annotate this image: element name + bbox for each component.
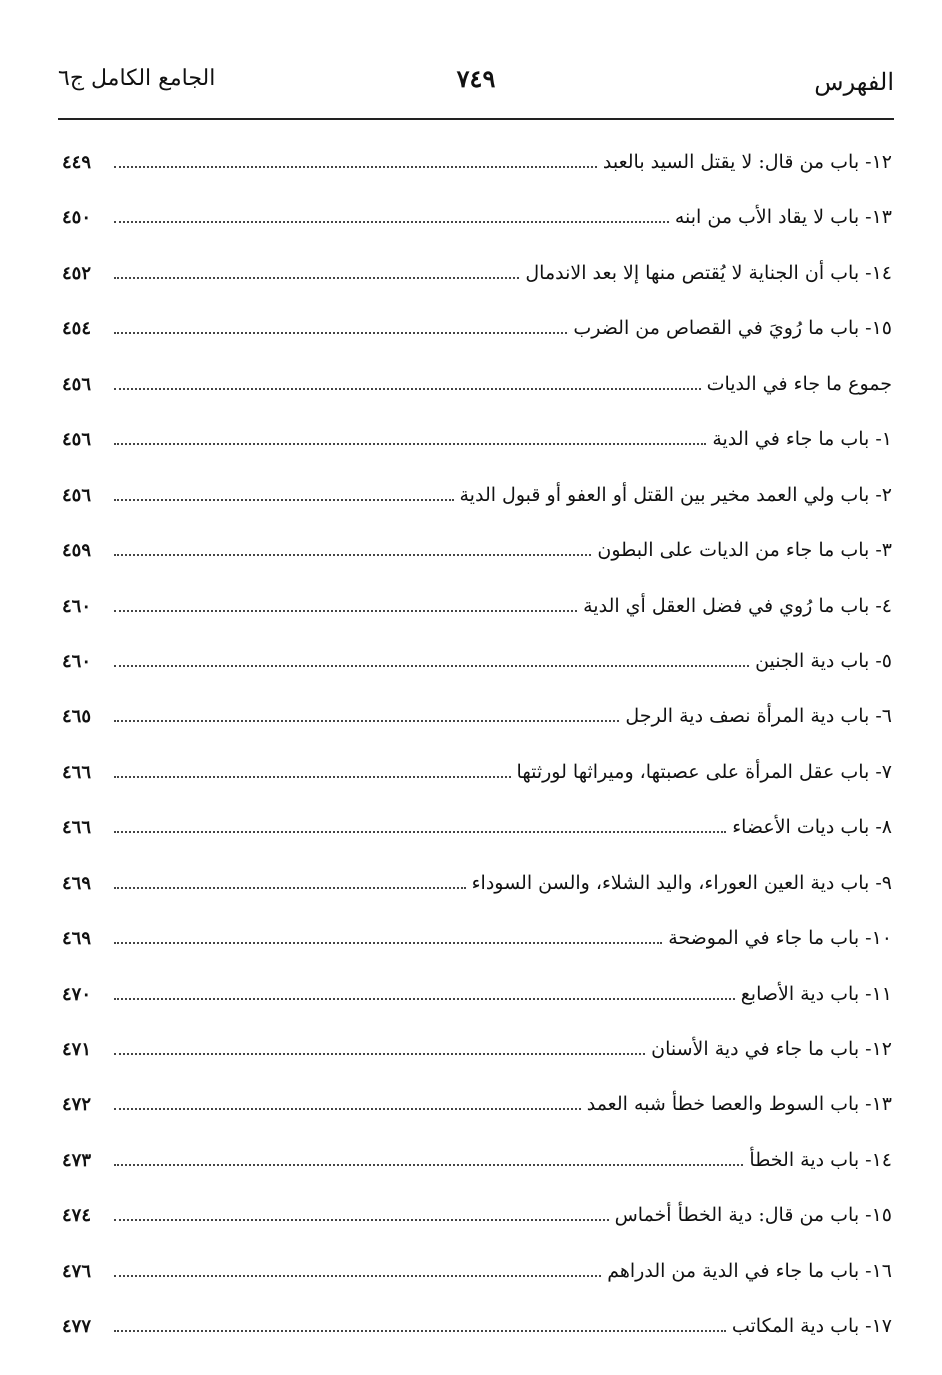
toc-entry-title: ١٢- باب ما جاء في دية الأسنان [651, 1038, 892, 1060]
toc-entry-title: ١٠- باب ما جاء في الموضحة [668, 927, 892, 950]
dot-leader [114, 1108, 581, 1110]
toc-entry [62, 523, 892, 578]
toc-entry-title: ٥- باب دية الجنين [755, 649, 892, 672]
toc-entry-page: ٤٧٢ [62, 1094, 92, 1116]
dot-leader [114, 554, 591, 556]
toc-entry-page: ٤٥٦ [62, 484, 92, 506]
toc-entry-page: ٤٦٩ [62, 928, 92, 950]
dot-leader [114, 998, 735, 1000]
page-number: ٧٤٩ [456, 64, 496, 93]
dot-leader [114, 1164, 743, 1166]
toc-entry-page: ٤٦٩ [62, 872, 92, 894]
toc-entry-title: ١٣- باب السوط والعصا خطأ شبه العمد [586, 1093, 892, 1116]
toc-entry-page: ٤٦٠ [62, 650, 92, 672]
toc-entry-title: ٣- باب ما جاء من الديات على البطون [597, 539, 892, 562]
book-title: الجامع الكامل ج٦ [58, 66, 216, 91]
toc-entry-title: ١٥- باب من قال: دية الخطأ أخماس [614, 1204, 892, 1227]
toc-entry-title: جموع ما جاء في الديات [706, 372, 892, 395]
toc-entry-page: ٤٦٦ [62, 761, 92, 783]
toc-entry [62, 357, 892, 412]
dot-leader [114, 166, 597, 168]
toc-entry [62, 1299, 892, 1354]
toc-entry [62, 246, 892, 301]
toc-entry [62, 856, 892, 911]
toc-entry-page: ٤٧٧ [62, 1316, 92, 1338]
page-header [58, 60, 894, 110]
toc-entry-page: ٤٥٤ [62, 318, 92, 340]
toc-entry [62, 468, 892, 523]
dot-leader [114, 610, 577, 612]
toc-entry [62, 301, 892, 356]
toc-entry-title: ٦- باب دية المرأة نصف دية الرجل [625, 705, 892, 728]
toc-entry [62, 135, 892, 190]
toc-entry [62, 1077, 892, 1132]
dot-leader [114, 499, 454, 501]
dot-leader [114, 776, 511, 778]
dot-leader [114, 277, 519, 279]
toc-entry [62, 634, 892, 689]
dot-leader [114, 1219, 609, 1221]
toc-entry [62, 1188, 892, 1243]
toc-entry-page: ٤٦٠ [62, 595, 92, 617]
dot-leader [114, 831, 726, 833]
dot-leader [114, 1330, 726, 1332]
toc-entry-page: ٤٧٠ [62, 983, 92, 1005]
dot-leader [114, 942, 662, 944]
toc-entry [62, 412, 892, 467]
dot-leader [114, 221, 669, 223]
dot-leader [114, 332, 567, 334]
toc-entry-page: ٤٧٤ [62, 1205, 92, 1227]
toc-entry [62, 967, 892, 1022]
toc-entry [62, 911, 892, 966]
toc-entry-page: ٤٥٦ [62, 373, 92, 395]
toc-entry [62, 745, 892, 800]
toc-entry [62, 190, 892, 245]
dot-leader [114, 887, 466, 889]
toc-entry-title: ٤- باب ما رُوي في فضل العقل أي الدية [583, 594, 892, 617]
dot-leader [114, 720, 619, 722]
toc-entry-page: ٤٥٢ [62, 262, 92, 284]
toc-entry-title: ١٥- باب ما رُويَ في القصاص من الضرب [573, 317, 892, 340]
toc-entry-title: ١١- باب دية الأصابع [740, 982, 892, 1005]
toc-entry-page: ٤٤٩ [62, 152, 92, 173]
toc-entry-page: ٤٦٦ [62, 817, 92, 839]
toc-entry-title: ٨- باب ديات الأعضاء [732, 816, 892, 839]
toc-entry-page: ٤٥٠ [62, 207, 92, 229]
dot-leader [114, 1275, 601, 1277]
toc-entry [62, 579, 892, 634]
dot-leader [114, 1053, 645, 1055]
toc-entry [62, 1133, 892, 1188]
dot-leader [114, 665, 749, 667]
toc-entry [62, 1244, 892, 1299]
toc-entry-page: ٤٧٦ [62, 1260, 92, 1282]
toc-entry-title: ٩- باب دية العين العوراء، واليد الشلاء، والسن السوداء [471, 871, 892, 894]
toc-entry-page: ٤٥٩ [62, 540, 92, 562]
toc-entry-page: ٤٧١ [62, 1039, 92, 1060]
toc-entry-page: ٤٥٦ [62, 429, 92, 451]
toc-entry-title: ٧- باب عقل المرأة على عصبتها، وميراثها لورثتها [516, 760, 892, 783]
toc-entry-title: ١٣- باب لا يقاد الأب من ابنه [674, 206, 892, 229]
toc-entry-title: ٢- باب ولي العمد مخير بين القتل أو العفو أو قبول الدية [459, 483, 892, 506]
dot-leader [114, 443, 706, 445]
header-divider [58, 118, 894, 120]
toc-entry [62, 689, 892, 744]
toc-entry-page: ٤٧٣ [62, 1149, 92, 1171]
toc-entry-page: ٤٦٥ [62, 706, 92, 728]
dot-leader [114, 388, 701, 390]
table-of-contents [62, 135, 892, 1355]
toc-entry-title: ١٧- باب دية المكاتب [731, 1315, 892, 1338]
toc-entry-title: ١٤- باب أن الجناية لا يُقتص منها إلا بعد الاندمال [525, 261, 892, 284]
toc-entry-title: ١- باب ما جاء في الدية [712, 428, 892, 451]
toc-entry [62, 1022, 892, 1077]
toc-entry-title: ١٤- باب دية الخطأ [749, 1148, 892, 1171]
toc-entry-title: ١٦- باب ما جاء في الدية من الدراهم [607, 1259, 892, 1282]
toc-entry [62, 800, 892, 855]
section-title: الفهرس [814, 68, 894, 96]
toc-entry-title: ١٢- باب من قال: لا يقتل السيد بالعبد [602, 151, 892, 173]
